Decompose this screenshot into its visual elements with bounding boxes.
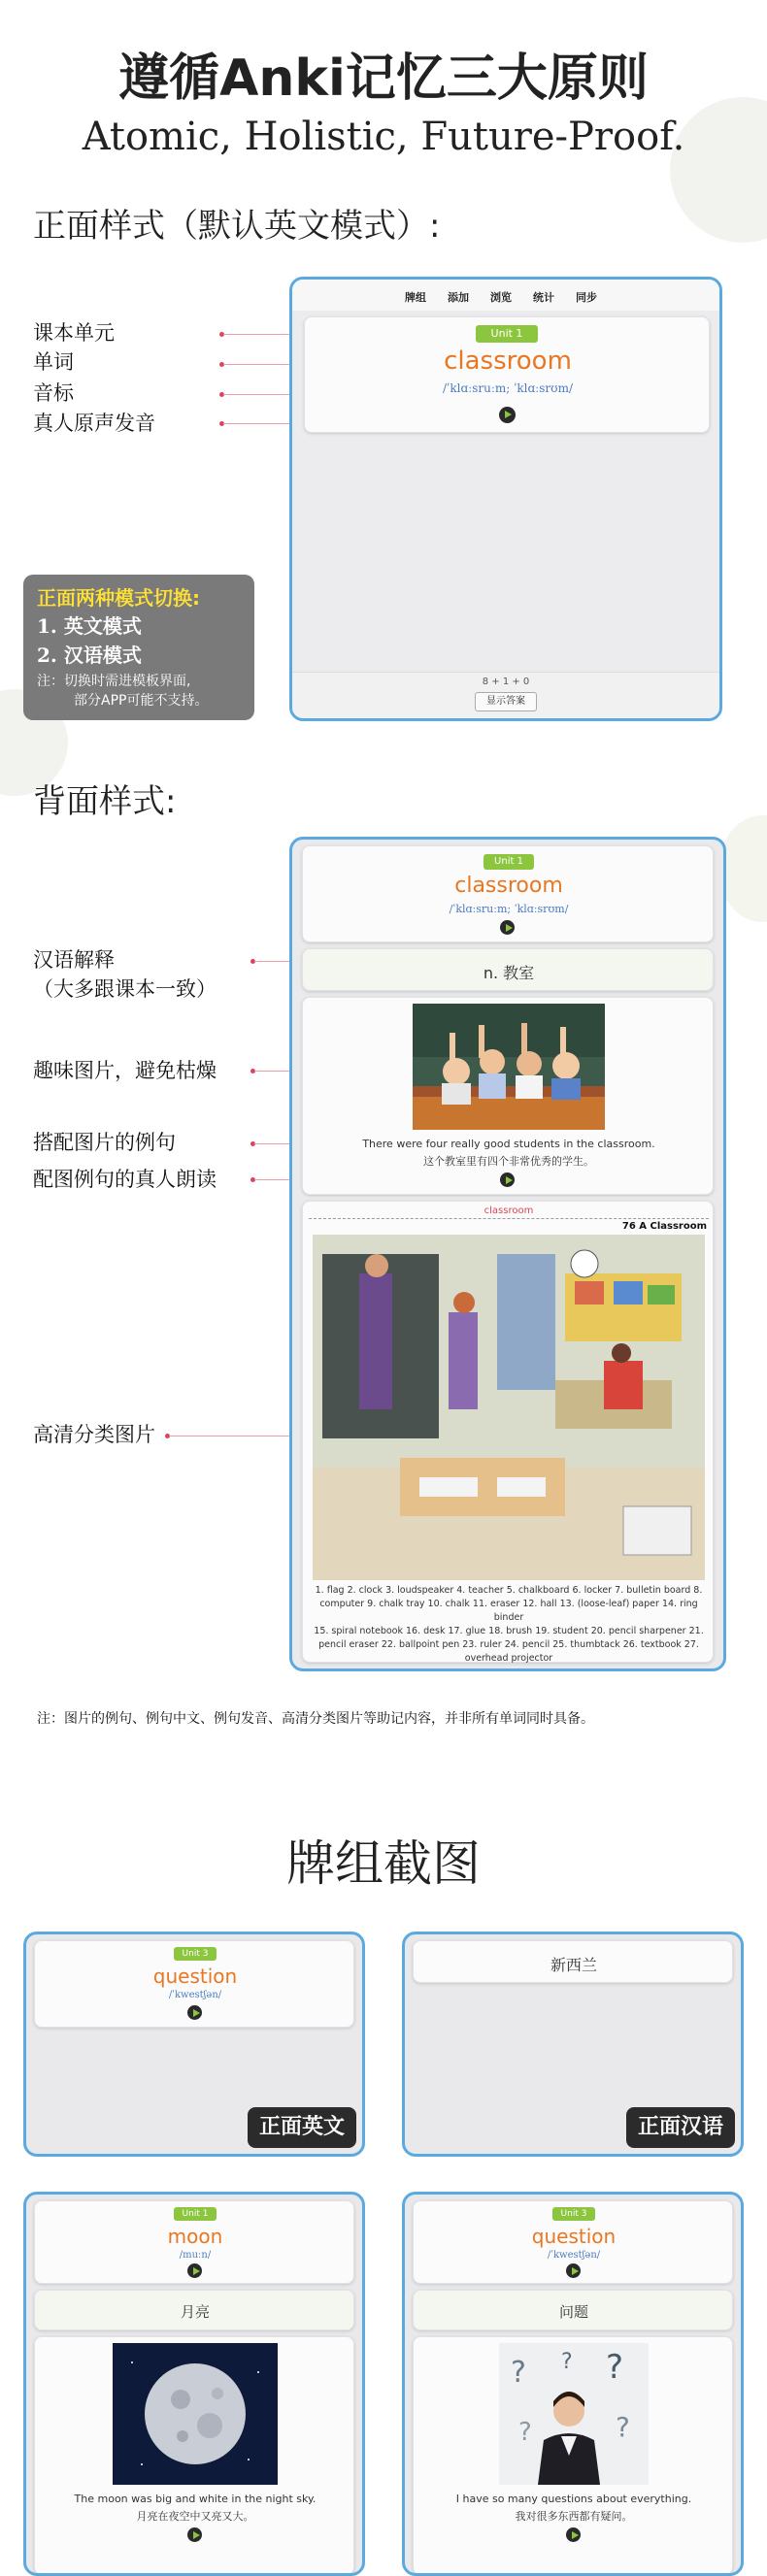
- label-category-image: 高清分类图片: [33, 1423, 155, 1446]
- menu-browse[interactable]: 浏览: [490, 291, 512, 304]
- mode-note-line1: 注：切换时需进模板界面,: [37, 674, 191, 689]
- deck-shot-front-chinese: [402, 1932, 744, 2157]
- deck-shot-moon: [23, 2192, 365, 2576]
- label-example: 搭配图片的例句: [33, 1131, 176, 1154]
- dict-caption: [309, 1584, 709, 1666]
- play-audio-icon[interactable]: [499, 407, 516, 423]
- deck-meaning-card: [413, 1940, 733, 1983]
- play-example-audio-icon[interactable]: [500, 1172, 515, 1187]
- moon-photo: [113, 2343, 278, 2485]
- play-example-audio-icon[interactable]: [566, 2527, 581, 2542]
- show-answer-button[interactable]: 显示答案: [475, 692, 537, 711]
- phonetic-text: /ˈklɑːsruːm; ˈklɑːsrʊm/: [443, 381, 573, 395]
- label-example-audio: 配图例句的真人朗读: [33, 1168, 217, 1191]
- deck-word-card: [34, 2200, 354, 2284]
- label-meaning-note: （大多跟课本一致）: [33, 977, 217, 1001]
- word-text: moon: [167, 2225, 223, 2248]
- label-phonetic: 音标: [33, 381, 74, 405]
- word-text: question: [152, 1965, 238, 1988]
- back-word-card: [302, 845, 714, 942]
- mode-chinese: 2. 汉语模式: [37, 644, 142, 667]
- phonetic-text: /ˈkwestʃən/: [547, 2250, 601, 2261]
- tag-front-english: 正面英文: [248, 2107, 356, 2148]
- unit-badge: Unit 3: [552, 2207, 595, 2221]
- word-text: question: [531, 2225, 617, 2248]
- example-sentence-en: The moon was big and white in the night sky.: [74, 2493, 317, 2505]
- unit-badge: Unit 1: [476, 325, 538, 343]
- dict-caption-line: computer 9. chalk tray 10. chalk 11. eraser 12. hall 13. (loose-leaf) paper 14. ring binder: [319, 1599, 698, 1623]
- tag-front-chinese: 正面汉语: [626, 2107, 735, 2148]
- label-word: 单词: [33, 350, 74, 374]
- example-sentence-zh: 月亮在夜空中又亮又大。: [136, 2510, 254, 2523]
- front-phone-frame: [289, 277, 722, 721]
- example-sentence-en: I have so many questions about everything.: [455, 2493, 692, 2505]
- phonetic-text: /ˈkwestʃən/: [168, 1990, 222, 2000]
- mode-note-line2: 部分APP可能不支持。: [74, 693, 209, 709]
- label-audio: 真人原声发音: [33, 412, 155, 435]
- svg-text:?: ?: [561, 2350, 573, 2374]
- deck-example-card: [413, 2336, 733, 2575]
- mode-switch-note: [23, 575, 254, 720]
- menu-decks[interactable]: 牌组: [405, 291, 426, 304]
- deck-shot-front-english: [23, 1932, 365, 2157]
- top-menu-bar: [292, 280, 719, 311]
- play-audio-icon[interactable]: [500, 920, 515, 935]
- review-count: 8 + 1 + 0: [482, 677, 530, 687]
- deck-example-card: [34, 2336, 354, 2575]
- phonetic-text: /ˈklɑːsruːm; ˈklɑːsrʊm/: [449, 903, 569, 915]
- example-sentence-zh: 我对很多东西都有疑问。: [515, 2510, 633, 2523]
- deck-shot-question: [402, 2192, 744, 2576]
- classroom-photo: [413, 1004, 605, 1130]
- unit-badge: Unit 1: [174, 2207, 217, 2221]
- dict-caption-line: pencil eraser 22. ballpoint pen 23. ruler 24. pencil 25. thumbtack 26. textbook 27.: [318, 1639, 699, 1650]
- bottom-bar: [292, 672, 719, 718]
- deck-word-card: [413, 2200, 733, 2284]
- deck-word-card: [34, 1940, 354, 2028]
- meaning-text: 新西兰: [550, 1956, 597, 1974]
- dict-caption-line: 15. spiral notebook 16. desk 17. glue 18. brush 19. student 20. pencil sharpener 21.: [314, 1626, 704, 1636]
- phonetic-text: /muːn/: [179, 2250, 212, 2261]
- dict-divider: [309, 1218, 709, 1219]
- example-card: [302, 997, 714, 1195]
- svg-text:?: ?: [606, 2348, 624, 2387]
- category-card: [302, 1201, 714, 1663]
- unit-badge: Unit 1: [484, 854, 534, 870]
- menu-stats[interactable]: 统计: [533, 291, 554, 304]
- deck-meaning-card: [34, 2290, 354, 2330]
- play-audio-icon[interactable]: [566, 2263, 581, 2278]
- connector-line: [169, 1436, 305, 1437]
- meaning-text: 月亮: [180, 2303, 210, 2321]
- unit-badge: Unit 3: [174, 1947, 217, 1961]
- classroom-illustration: [313, 1235, 705, 1580]
- play-audio-icon[interactable]: [187, 2263, 202, 2278]
- svg-text:?: ?: [518, 2418, 532, 2447]
- dict-word-heading: classroom: [484, 1205, 534, 1216]
- svg-text:?: ?: [511, 2356, 526, 2390]
- back-section-title: 背面样式:: [33, 782, 177, 821]
- label-meaning: 汉语解释: [33, 948, 115, 972]
- deck-meaning-card: [413, 2290, 733, 2330]
- mode-switch-title: 正面两种模式切换:: [37, 586, 200, 610]
- deck-section-title: 牌组截图: [286, 1835, 481, 1892]
- menu-add[interactable]: 添加: [448, 291, 469, 304]
- play-example-audio-icon[interactable]: [187, 2527, 202, 2542]
- word-text: classroom: [444, 347, 572, 376]
- front-card: [304, 316, 710, 433]
- page-subtitle: Atomic, Holistic, Future-Proof.: [82, 115, 685, 159]
- svg-text:?: ?: [616, 2411, 630, 2443]
- question-photo: [499, 2343, 649, 2485]
- page-title: 遵循Anki记忆三大原则: [118, 50, 649, 108]
- meaning-text: 问题: [558, 2303, 588, 2321]
- meaning-card: [302, 948, 714, 991]
- dict-caption-line: overhead projector: [464, 1653, 553, 1664]
- mode-english: 1. 英文模式: [37, 614, 142, 638]
- word-text: classroom: [454, 874, 563, 898]
- example-sentence-zh: 这个教室里有四个非常优秀的学生。: [423, 1155, 594, 1168]
- back-phone-frame: [289, 837, 726, 1671]
- meaning-text: n. 教室: [483, 964, 535, 982]
- example-sentence-en: There were four really good students in the classroom.: [362, 1138, 655, 1150]
- play-audio-icon[interactable]: [187, 2005, 202, 2020]
- label-image: 趣味图片，避免枯燥: [33, 1059, 217, 1082]
- front-section-title: 正面样式（默认英文模式）:: [33, 207, 441, 246]
- bottom-note: 注：图片的例句、例句中文、例句发音、高清分类图片等助记内容，并非所有单词同时具备。: [37, 1711, 594, 1727]
- menu-sync[interactable]: 同步: [576, 291, 597, 304]
- label-unit: 课本单元: [33, 321, 115, 345]
- dict-caption-line: 1. flag 2. clock 3. loudspeaker 4. teacher 5. chalkboard 6. locker 7. bulletin board 8.: [315, 1585, 703, 1596]
- dict-section-title: 76 A Classroom: [621, 1221, 707, 1232]
